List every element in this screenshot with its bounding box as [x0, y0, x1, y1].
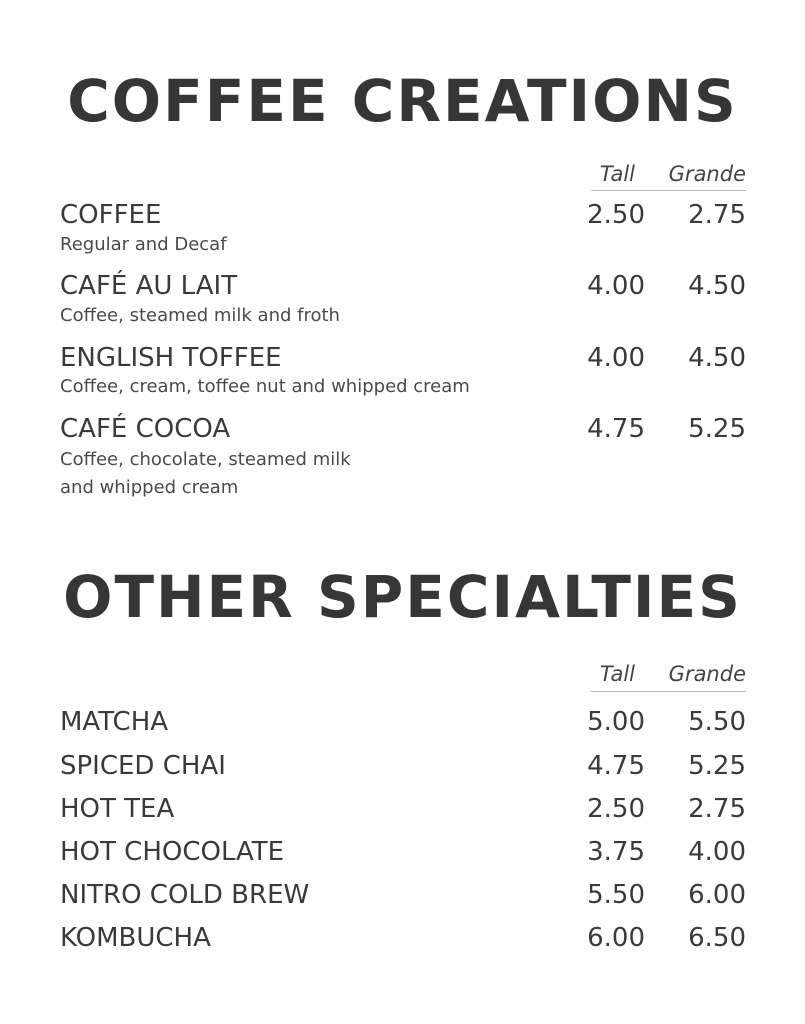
menu-item-description: Coffee, steamed milk and froth: [60, 305, 340, 326]
price-grande: 5.50: [688, 707, 746, 737]
price-tall: 2.50: [587, 200, 645, 230]
section-title-coffee-creations: COFFEE CREATIONS: [67, 67, 738, 135]
price-tall: 4.00: [587, 343, 645, 373]
menu-item-name: ENGLISH TOFFEE: [60, 343, 282, 373]
column-header-tall: Tall: [599, 662, 635, 686]
column-header-rule: [591, 691, 746, 692]
price-grande: 4.00: [688, 837, 746, 867]
price-tall: 5.00: [587, 707, 645, 737]
menu-item-name: HOT TEA: [60, 794, 175, 824]
menu-item-description: Coffee, chocolate, steamed milk and whipped cream: [60, 449, 351, 498]
menu-item-name: HOT CHOCOLATE: [60, 837, 285, 867]
price-grande: 5.25: [688, 414, 746, 444]
menu-item-description: Regular and Decaf: [60, 234, 227, 255]
price-tall: 3.75: [587, 837, 645, 867]
menu-item-name: CAFÉ AU LAIT: [60, 271, 238, 301]
menu-item-name: KOMBUCHA: [60, 923, 211, 953]
menu-item-name: CAFÉ COCOA: [60, 414, 231, 444]
price-tall: 4.75: [587, 414, 645, 444]
price-tall: 4.75: [587, 751, 645, 781]
section-title-other-specialties: OTHER SPECIALTIES: [63, 563, 742, 631]
column-header-rule: [591, 190, 746, 191]
menu-item-name: NITRO COLD BREW: [60, 880, 310, 910]
price-grande: 2.75: [688, 200, 746, 230]
price-grande: 6.50: [688, 923, 746, 953]
price-grande: 6.00: [688, 880, 746, 910]
price-tall: 5.50: [587, 880, 645, 910]
menu-item-name: COFFEE: [60, 200, 162, 230]
price-tall: 4.00: [587, 271, 645, 301]
price-tall: 2.50: [587, 794, 645, 824]
menu-item-description: Coffee, cream, toffee nut and whipped cream: [60, 376, 470, 397]
price-grande: 5.25: [688, 751, 746, 781]
menu-item-name: SPICED CHAI: [60, 751, 226, 781]
price-tall: 6.00: [587, 923, 645, 953]
price-grande: 4.50: [688, 343, 746, 373]
column-header-grande: Grande: [668, 662, 746, 686]
price-grande: 2.75: [688, 794, 746, 824]
menu-item-name: MATCHA: [60, 707, 169, 737]
column-header-tall: Tall: [599, 162, 635, 186]
column-header-grande: Grande: [668, 162, 746, 186]
price-grande: 4.50: [688, 271, 746, 301]
